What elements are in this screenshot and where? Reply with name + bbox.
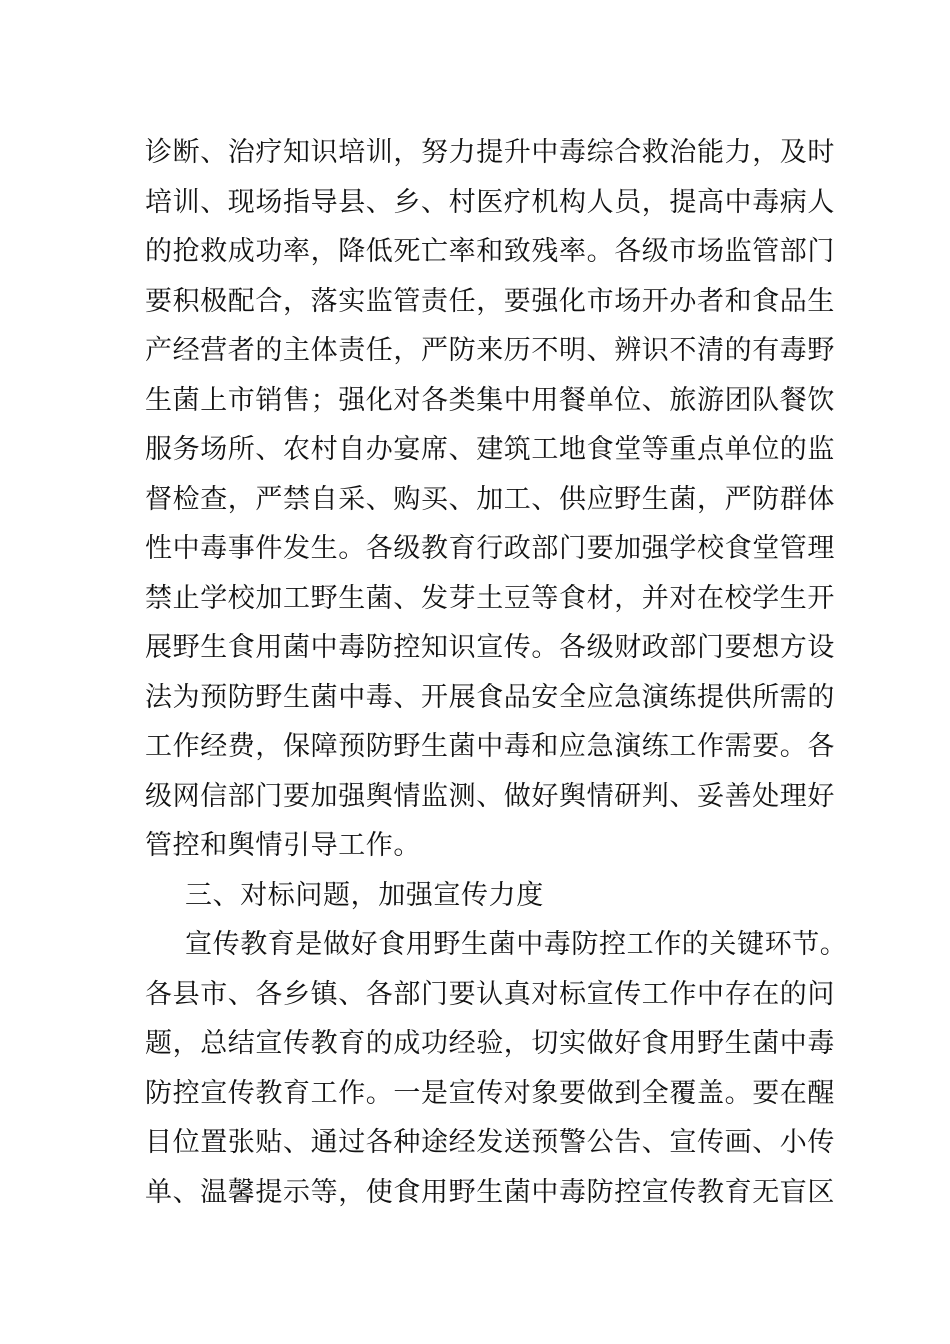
text-line: 宣传教育是做好食用野生菌中毒防控工作的关键环节。 <box>185 929 848 960</box>
text-line: 禁止学校加工野生菌、发芽土豆等食材，并对在校学生开 <box>145 582 835 614</box>
text-line: 单、温馨提示等，使食用野生菌中毒防控宣传教育无盲区 <box>145 1176 835 1208</box>
text-line: 的抢救成功率，降低死亡率和致残率。各级市场监管部门 <box>145 236 835 267</box>
text-line: 展野生食用菌中毒防控知识宣传。各级财政部门要想方设 <box>145 632 835 663</box>
text-line: 培训、现场指导县、乡、村医疗机构人员，提高中毒病人 <box>145 186 835 218</box>
text-line: 法为预防野生菌中毒、开展食品安全应急演练提供所需的 <box>145 681 835 713</box>
text-line: 工作经费，保障预防野生菌中毒和应急演练工作需要。各 <box>145 731 835 762</box>
text-line: 性中毒事件发生。各级教育行政部门要加强学校食堂管理 <box>145 533 835 564</box>
text-line: 防控宣传教育工作。一是宣传对象要做到全覆盖。要在醒 <box>145 1077 835 1109</box>
text-line: 督检查，严禁自采、购买、加工、供应野生菌，严防群体 <box>145 483 835 515</box>
text-line: 级网信部门要加强舆情监测、做好舆情研判、妥善处理好 <box>145 780 835 812</box>
text-line: 要积极配合，落实监管责任，要强化市场开办者和食品生 <box>145 285 835 317</box>
text-line: 诊断、治疗知识培训，努力提升中毒综合救治能力，及时 <box>145 137 835 168</box>
text-line: 生菌上市销售；强化对各类集中用餐单位、旅游团队餐饮 <box>145 384 835 416</box>
text-line: 管控和舆情引导工作。 <box>145 830 421 861</box>
text-line: 产经营者的主体责任，严防来历不明、辨识不清的有毒野 <box>145 335 835 366</box>
text-line: 各县市、各乡镇、各部门要认真对标宣传工作中存在的问 <box>145 978 835 1010</box>
text-line: 目位置张贴、通过各种途经发送预警公告、宣传画、小传 <box>145 1127 835 1158</box>
body-text <box>145 128 848 1217</box>
text-line: 题，总结宣传教育的成功经验，切实做好食用野生菌中毒 <box>145 1028 835 1059</box>
section-heading: 三、对标问题，加强宣传力度 <box>185 879 544 911</box>
text-line: 服务场所、农村自办宴席、建筑工地食堂等重点单位的监 <box>145 434 835 465</box>
